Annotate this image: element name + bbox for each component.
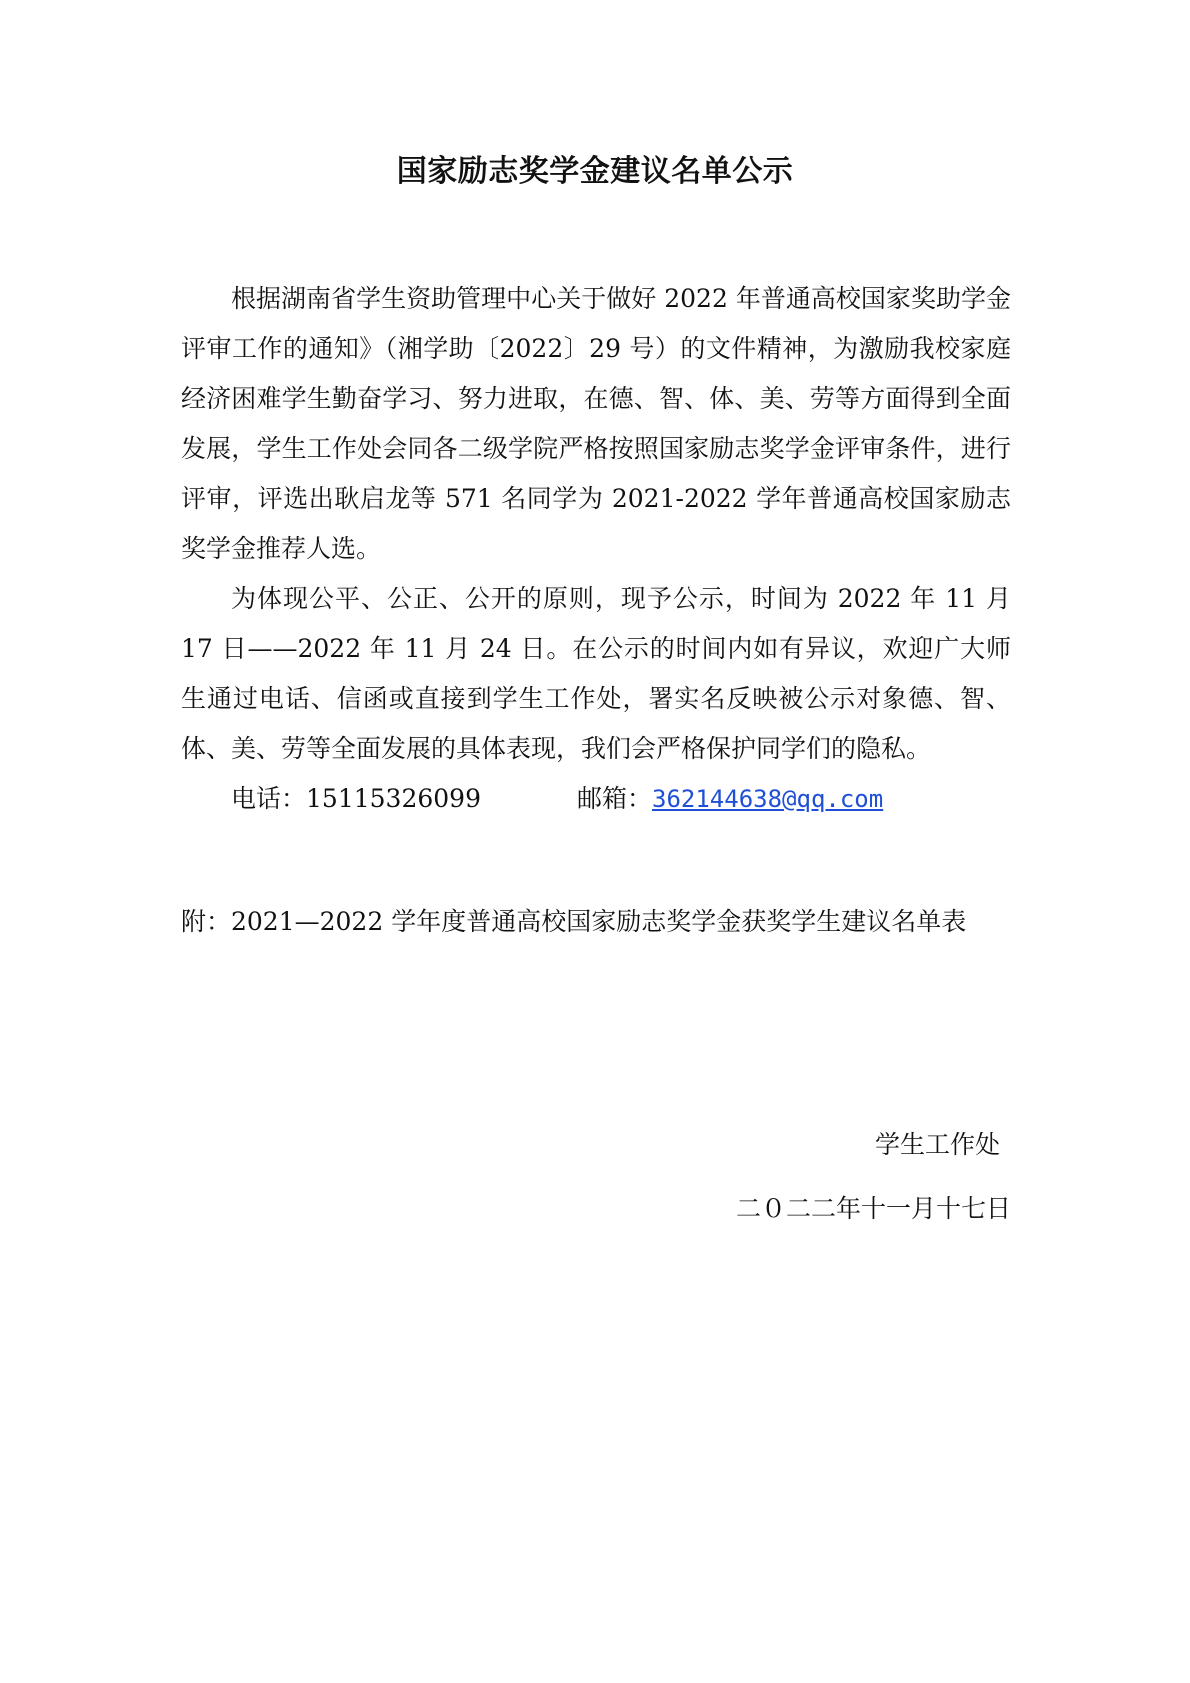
paragraph-2: 为体现公平、公正、公开的原则，现予公示，时间为 2022 年 11 月 17 日——2022 年 11 月 24 日。在公示的时间内如有异议，欢迎广大师生通过电话、信函或直接到学生工作处，署实名反映被公示对象德、智、体、美、劳等全面发展的具体表现，我们会严格保护同学们的隐私。 xyxy=(181,584,1011,763)
email-link[interactable]: 362144638@qq.com xyxy=(652,785,884,813)
document-body xyxy=(181,274,1011,824)
signature-date: 二０二二年十一月十七日 xyxy=(735,1194,1011,1223)
paragraph-1: 根据湖南省学生资助管理中心关于做好 2022 年普通高校国家奖助学金评审工作的通知》（湘学助〔2022〕29 号）的文件精神，为激励我校家庭经济困难学生勤奋学习、努力进取，在德、智、体、美、劳等方面得到全面发展，学生工作处会同各二级学院严格按照国家励志奖学金评审条件，进行评审，评选出耿启龙等 571 名同学为 2021-2022 学年普通高校国家励志奖学金推荐人选。 xyxy=(181,284,1011,563)
signature-department: 学生工作处 xyxy=(874,1130,1000,1159)
phone-number: 15115326099 xyxy=(306,784,481,813)
email-label: 邮箱： xyxy=(576,784,652,813)
phone-label: 电话： xyxy=(231,784,307,813)
attachment-note: 附：2021—2022 学年度普通高校国家励志奖学金获奖学生建议名单表 xyxy=(181,907,967,936)
contact-line xyxy=(181,774,1011,824)
document-title: 国家励志奖学金建议名单公示 xyxy=(396,154,794,189)
